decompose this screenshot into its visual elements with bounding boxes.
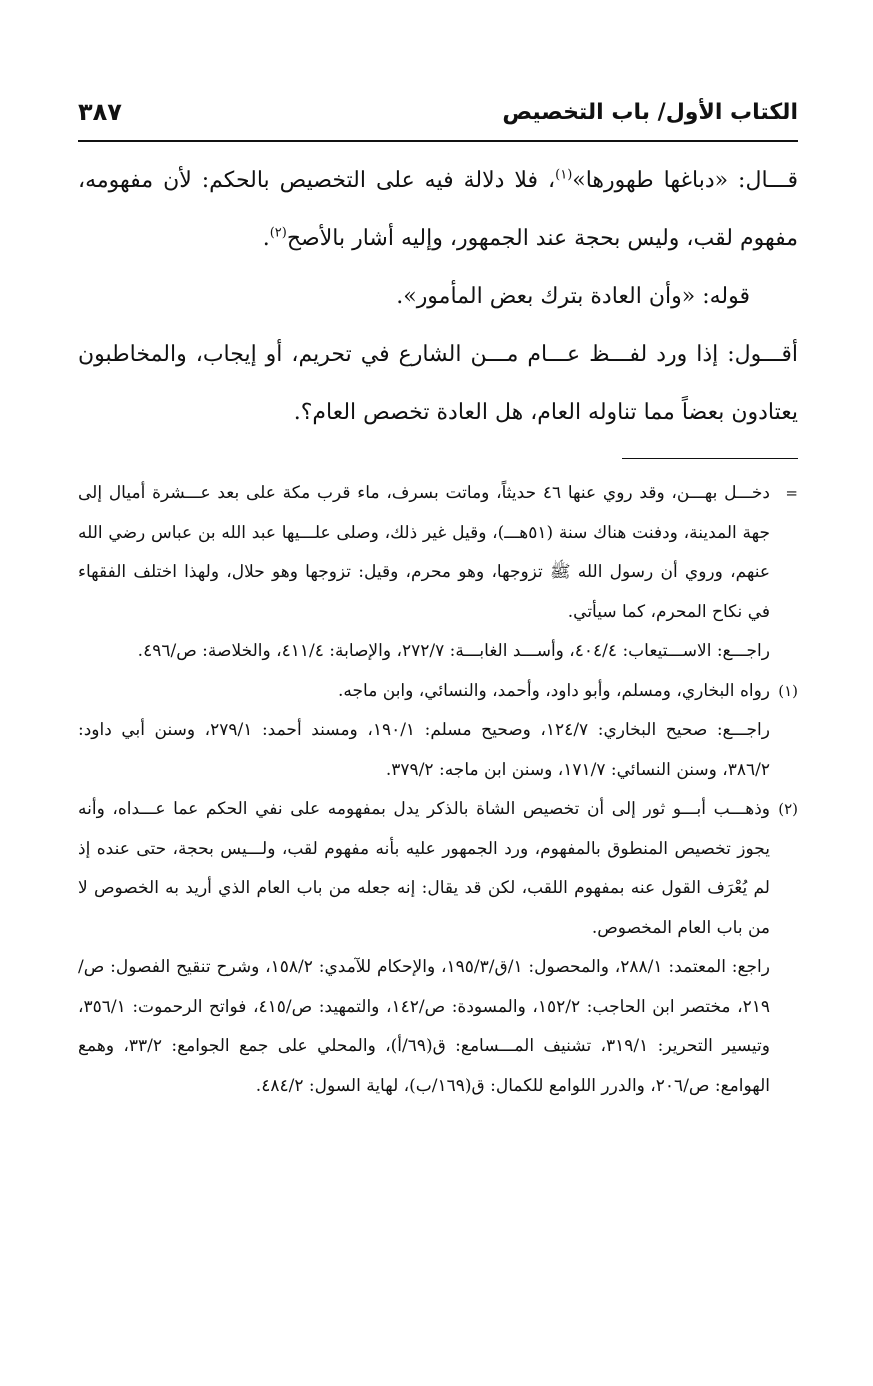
page-header	[78, 96, 798, 138]
main-text	[78, 152, 798, 442]
footnote-2-references: راجع: المعتمد: ٢٨٨/١، والمحصول: ١/ق/١٩٥/٣، والإحكام للآمدي: ١٥٨/٢، وشرح تنقيح الفصول: ص/٢١٩، مختصر ابن الحاجب: ١٥٢/٢، والمسودة: ص/١٤٢، والتمهيد: ص/٤١٥، فواتح الرحموت: ٣٥٦/١، وتيسير التحرير: ٣١٩/١، تشنيف المـــسامع: ق(٦٩/أ)، والمحلي على جمع الجوامع: ٣٣/٢، وهمع الهوامع: ص/٢٠٦، والدرر اللوامع للكمال: ق(١٦٩/ب)، لهاية السول: ٤٨٤/٢.	[78, 957, 770, 1096]
paragraph-qawluhu: قوله: «وأن العادة بترك بعض المأمور».	[396, 284, 750, 309]
footnote-separator	[622, 458, 798, 459]
continuation-marker: =	[785, 484, 798, 502]
paragraph-aqul: أقـــول: إذا ورد لفـــظ عـــام مـــن الشارع في تحريم، أو إيجاب، والمخاطبون يعتادون بعضاً مما تناوله العام، هل العادة تخصص العام؟.	[78, 342, 798, 425]
header-rule	[78, 140, 798, 142]
paragraph-qal-end: .	[262, 226, 270, 251]
footnote-2-marker: (٢)	[778, 800, 798, 818]
footnotes	[78, 474, 798, 1106]
footnote-1-text: رواه البخاري، ومسلم، وأبو داود، وأحمد، والنسائي، وابن ماجه.	[338, 680, 770, 701]
paragraph-qal-text: قـــال: «دباغها طهورها»	[572, 168, 798, 193]
paragraph-qal	[78, 152, 798, 268]
footnote-1-references: راجـــع: صحيح البخاري: ١٢٤/٧، وصحيح مسلم: ١٩٠/١، ومسند أحمد: ٢٧٩/١، وسنن أبي داود: ٣٨٦/٢، وسنن النسائي: ١٧١/٧، وسنن ابن ماجه: ٣٧٩/٢.	[78, 720, 770, 780]
running-title: الكتاب الأول/ باب التخصيص	[502, 100, 798, 125]
footnote-continued	[78, 474, 798, 672]
page-number: ٣٨٧	[78, 98, 122, 126]
footnote-2-text: وذهـــب أبـــو ثور إلى أن تخصيص الشاة بالذكر يدل بمفهومه على نفي الحكم عما عـــداه، وأنه يجوز تخصيص المنطوق بالمفهوم، ورد الجمهور عليه بأنه مفهوم لقب، ولـــيس بحجة، حتى عنده إذ لم يُعْرَف القول عنه بمفهوم اللقب، لكن قد يقال: إنه جعله من باب العام الذي أريد به الخصوص لا من باب العام المخصوص.	[78, 799, 770, 938]
footnote-1-marker: (١)	[778, 681, 798, 700]
footnote-continued-references: راجـــع: الاســـتيعاب: ٤٠٤/٤، وأســـد الغابـــة: ٢٧٢/٧، والإصابة: ٤١١/٤، والخلاصة: ص/٤٩٦.	[137, 641, 770, 661]
footnote-2	[78, 790, 798, 1106]
footnote-continued-text: دخـــل بهـــن، وقد روي عنها ٤٦ حديثاً، وماتت بسرف، ماء قرب مكة على بعد عـــشرة أميال إلى جهة المدينة، ودفنت هناك سنة (٥١هـــ)، وقيل غير ذلك، وصلى علـــيها عبد الله بن عباس رضي الله عنهم، وروي أن رسول الله ﷺ تزوجها، وهو محرم، وقيل: تزوجها وهو حلال، ولهذا اختلف الفقهاء في نكاح المحرم، كما سيأتي.	[78, 483, 770, 622]
footnote-1	[78, 672, 798, 791]
footnote-ref-2: (٢)	[269, 225, 287, 241]
footnote-ref-1: (١)	[555, 167, 573, 183]
paragraph-qal-rest: ، فلا دلالة فيه على التخصيص بالحكم: لأن مفهومه، مفهوم لقب، وليس بحجة عند الجمهور، وإليه أشار بالأصح	[78, 168, 798, 251]
